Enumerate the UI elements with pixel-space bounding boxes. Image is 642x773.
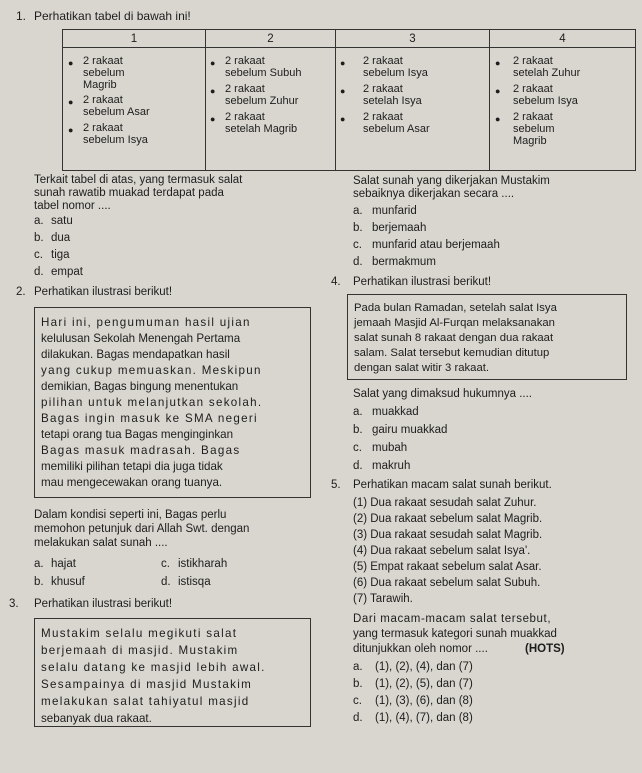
q4-number: 4. [331,276,341,288]
illustration-line: Bagas ingin masuk ke SMA negeri [41,412,258,425]
illustration-line: demikian, Bagas bingung menentukan [41,380,239,393]
illustration-line: berjemaah di masjid. Mustakim [41,644,239,657]
q4-option-letter: c. [353,442,362,454]
illustration-line: Mustakim selalu megikuti salat [41,627,238,640]
table-cell: 2 rakaat setelah Zuhur [513,55,581,79]
q2-illustration-box [34,307,311,498]
q2-option-text: hajat [51,558,76,570]
q5-option-text: (1), (3), (6), dan (8) [375,695,473,707]
bullet-icon: ● [495,58,501,68]
q2-question-line: memohon petunjuk dari Allah Swt. dengan [34,523,250,535]
illustration-line: selalu datang ke masjid lebih awal. [41,661,266,674]
illustration-line: melakukan salat tahiyatul masjid [41,695,250,708]
table-cell: 2 rakaat sebelum Isya [363,55,428,79]
table-cell: 2 rakaat sebelum Magrib [513,111,555,147]
q5-option-text: (1), (2), (5), dan (7) [375,678,473,690]
bullet-icon: ● [340,86,346,96]
q3-option-letter: c. [353,239,362,251]
bullet-icon: ● [68,58,74,68]
q5-item: (1) Dua rakaat sesudah salat Zuhur. [353,497,537,509]
illustration-line: Pada bulan Ramadan, setelah salat Isya [354,302,557,314]
bullet-icon: ● [68,125,74,135]
q5-item: (7) Tarawih. [353,593,413,605]
table-cell: 2 rakaat sebelum Asar [363,111,430,135]
q1-intro: Perhatikan tabel di bawah ini! [34,9,191,23]
q5-item: (2) Dua rakaat sebelum salat Magrib. [353,513,543,525]
table-cell: 2 rakaat sebelum Zuhur [225,83,299,107]
q5-item: (6) Dua rakaat sebelum salat Subuh. [353,577,541,589]
q3-illustration-box [34,618,311,727]
q5-item: (3) Dua rakaat sesudah salat Magrib. [353,529,543,541]
bullet-icon: ● [68,97,74,107]
q1-option-letter: a. [34,215,44,227]
table-cell: 2 rakaat sebelum Subuh [225,55,302,79]
bullet-icon: ● [495,114,501,124]
q5-intro: Perhatikan macam salat sunah berikut. [353,479,552,491]
q3-intro: Perhatikan ilustrasi berikut! [34,598,173,610]
illustration-line: salat sunah 8 rakaat dengan dua rakaat [354,332,554,344]
q3-option-text: munfarid atau berjemaah [372,239,500,251]
q1-option-text: dua [51,232,71,244]
q5-item: (5) Empat rakaat sebelum salat Asar. [353,561,542,573]
table-header-1: 1 [63,30,206,48]
q4-option-text: makruh [372,460,411,472]
q2-option-text: istikharah [178,558,228,570]
illustration-line: Sesampainya di masjid Mustakim [41,678,253,691]
q5-question-line: Dari macam-macam salat tersebut, [353,613,552,625]
illustration-line: yang cukup memuaskan. Meskipun [41,364,262,377]
illustration-line: dilakukan. Bagas mendapatkan hasil [41,348,230,361]
table-header-2: 2 [206,30,336,48]
q3-option-letter: a. [353,205,363,217]
q3-option-text: bermakmum [372,256,436,268]
q2-intro: Perhatikan ilustrasi berikut! [34,286,173,298]
illustration-line: pilihan untuk melanjutkan sekolah. [41,396,263,409]
table-cell: 2 rakaat setelah Isya [363,83,422,107]
q5-question-line: yang termasuk kategori sunah muakkad [353,628,557,640]
table-cell: 2 rakaat sebelum Magrib [83,55,125,91]
table-header-4: 4 [490,30,635,48]
q4-option-letter: d. [353,460,363,472]
bullet-icon: ● [495,86,501,96]
bullet-icon: ● [210,114,216,124]
q1-number: 1. [16,9,27,23]
q3-option-text: berjemaah [372,222,427,234]
q4-illustration-box [347,294,627,380]
table-cell: 2 rakaat setelah Magrib [225,111,298,135]
illustration-line: Hari ini, pengumuman hasil ujian [41,316,251,329]
q2-option-letter: b. [34,576,44,588]
q2-option-letter: c. [161,558,170,570]
illustration-line: mau mengecewakan orang tuanya. [41,476,223,489]
q5-option-letter: b. [353,678,363,690]
bullet-icon: ● [340,58,346,68]
table-header-3: 3 [336,30,490,48]
bullet-icon: ● [210,86,216,96]
q1-question-line: sunah rawatib muakad terdapat pada [34,187,224,199]
bullet-icon: ● [210,58,216,68]
q1-question-line: tabel nomor .... [34,200,111,212]
illustration-line: salam. Salat tersebut kemudian ditutup [354,347,550,359]
q2-question-line: Dalam kondisi seperti ini, Bagas perlu [34,509,227,521]
q2-number: 2. [16,286,26,298]
q1-option-text: satu [51,215,73,227]
q4-intro: Perhatikan ilustrasi berikut! [353,276,492,288]
q3-option-text: munfarid [372,205,417,217]
illustration-line: sebanyak dua rakaat. [41,712,152,725]
q4-option-letter: b. [353,424,363,436]
q4-option-text: muakkad [372,406,419,418]
salat-table [62,29,636,171]
q3-question-line: sebaiknya dikerjakan secara .... [353,188,515,200]
q5-option-letter: d. [353,712,363,724]
q1-option-letter: c. [34,249,43,261]
bullet-icon: ● [340,114,346,124]
q4-option-letter: a. [353,406,363,418]
table-cell: 2 rakaat sebelum Asar [83,94,150,118]
q2-question-line: melakukan salat sunah .... [34,537,168,549]
q1-option-text: tiga [51,249,70,261]
illustration-line: tetapi orang tua Bagas menginginkan [41,428,234,441]
illustration-line: memiliki pilihan tetapi dia juga tidak [41,460,223,473]
q4-question-line: Salat yang dimaksud hukumnya .... [353,388,532,400]
q5-option-text: (1), (4), (7), dan (8) [375,712,473,724]
q4-option-text: mubah [372,442,408,454]
q1-question-line: Terkait tabel di atas, yang termasuk salat [34,174,243,186]
q5-option-letter: a. [353,661,363,673]
q1-option-text: empat [51,266,83,278]
q5-option-text: (1), (2), (4), dan (7) [375,661,473,673]
q1-option-letter: d. [34,266,44,278]
q1-option-letter: b. [34,232,44,244]
q2-option-text: istisqa [178,576,211,588]
q2-option-text: khusuf [51,576,85,588]
illustration-line: dengan salat witir 3 rakaat. [354,362,490,374]
illustration-line: Bagas masuk madrasah. Bagas [41,444,241,457]
q2-option-letter: d. [161,576,171,588]
q2-option-letter: a. [34,558,44,570]
q3-option-letter: b. [353,222,363,234]
hots-label: (HOTS) [525,643,565,655]
q5-item: (4) Dua rakaat sebelum salat Isya'. [353,545,531,557]
illustration-line: jemaah Masjid Al-Furqan melaksanakan [354,317,555,329]
q3-question-line: Salat sunah yang dikerjakan Mustakim [353,175,550,187]
q5-question-line: ditunjukkan oleh nomor .... [353,643,488,655]
q5-number: 5. [331,479,341,491]
illustration-line: kelulusan Sekolah Menengah Pertama [41,332,241,345]
q4-option-text: gairu muakkad [372,424,448,436]
q3-number: 3. [9,598,19,610]
table-cell: 2 rakaat sebelum Isya [83,122,148,146]
q5-option-letter: c. [353,695,362,707]
q3-option-letter: d. [353,256,363,268]
table-cell: 2 rakaat sebelum Isya [513,83,578,107]
